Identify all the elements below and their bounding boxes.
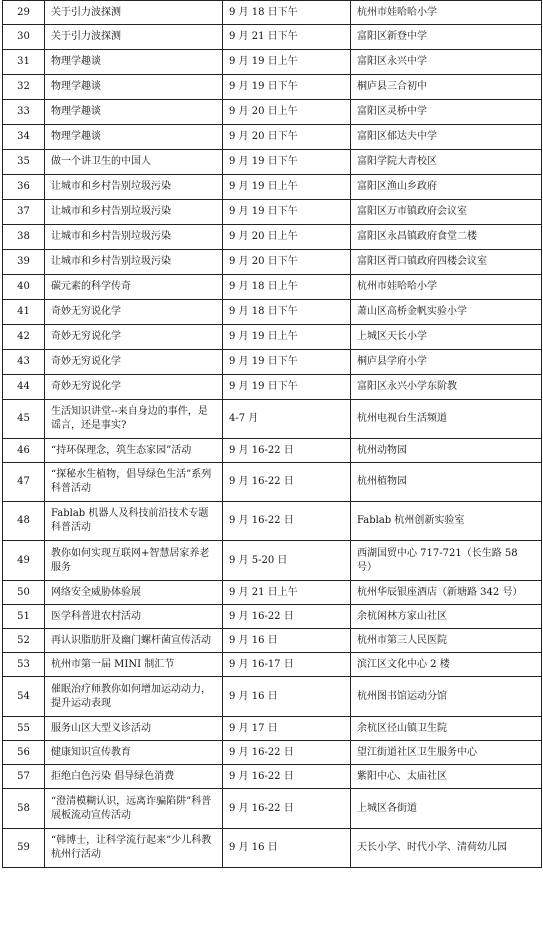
- activity-place: 杭州电视台生活频道: [351, 400, 542, 439]
- activity-name: 奇妙无穷说化学: [45, 350, 223, 375]
- activity-place: 萧山区高桥金帆实验小学: [351, 300, 542, 325]
- activity-name: 关于引力波探测: [45, 1, 223, 25]
- activity-place: 富阳区新登中学: [351, 25, 542, 50]
- activity-place: 杭州植物园: [351, 463, 542, 502]
- activity-time: 9 月 18 日下午: [223, 300, 351, 325]
- activity-place: 望江街道社区卫生服务中心: [351, 741, 542, 765]
- activity-schedule-table: [2, 0, 542, 868]
- activity-name: 催眠治疗师教你如何增加运动动力，提升运动表现: [45, 677, 223, 717]
- activity-time: 9 月 16 日: [223, 829, 351, 868]
- activity-time: 9 月 19 日上午: [223, 325, 351, 350]
- activity-time: 9 月 19 日下午: [223, 150, 351, 175]
- activity-time: 9 月 18 日下午: [223, 1, 351, 25]
- row-number: 40: [3, 275, 45, 300]
- table-row: [3, 325, 542, 350]
- row-number: 30: [3, 25, 45, 50]
- activity-place: 桐庐县学府小学: [351, 350, 542, 375]
- activity-time: 9 月 20 日上午: [223, 225, 351, 250]
- activity-time: 9 月 20 日上午: [223, 100, 351, 125]
- table-row: [3, 541, 542, 581]
- row-number: 45: [3, 400, 45, 439]
- row-number: 37: [3, 200, 45, 225]
- activity-time: 9 月 16 日: [223, 629, 351, 653]
- activity-time: 9 月 21 日上午: [223, 581, 351, 605]
- table-row: [3, 375, 542, 400]
- activity-name: Fablab 机器人及科技前沿技术专题科普活动: [45, 502, 223, 541]
- activity-time: 9 月 16-22 日: [223, 502, 351, 541]
- activity-place: 余杭闲林方家山社区: [351, 605, 542, 629]
- table-row: [3, 765, 542, 789]
- activity-place: 富阳区万市镇政府会议室: [351, 200, 542, 225]
- table-row: [3, 502, 542, 541]
- activity-name: 再认识脂肪肝及幽门螺杆菌宣传活动: [45, 629, 223, 653]
- activity-time: 9 月 16-22 日: [223, 605, 351, 629]
- activity-place: 紫阳中心、太庙社区: [351, 765, 542, 789]
- activity-time: 9 月 21 日下午: [223, 25, 351, 50]
- row-number: 29: [3, 1, 45, 25]
- activity-name: 拒绝白色污染 倡导绿色消费: [45, 765, 223, 789]
- table-row: [3, 1, 542, 25]
- table-row: [3, 200, 542, 225]
- activity-name: 健康知识宣传教育: [45, 741, 223, 765]
- table-row: [3, 439, 542, 463]
- row-number: 43: [3, 350, 45, 375]
- table-row: [3, 605, 542, 629]
- activity-place: 富阳区渔山乡政府: [351, 175, 542, 200]
- activity-place: 桐庐县三合初中: [351, 75, 542, 100]
- activity-time: 9 月 19 日上午: [223, 50, 351, 75]
- row-number: 42: [3, 325, 45, 350]
- table-row: [3, 717, 542, 741]
- activity-time: 9 月 19 日上午: [223, 175, 351, 200]
- table-row: [3, 400, 542, 439]
- activity-time: 9 月 16-22 日: [223, 789, 351, 829]
- activity-time: 9 月 16 日: [223, 677, 351, 717]
- activity-name: 杭州市第一届 MINI 制汇节: [45, 653, 223, 677]
- activity-place: 余杭区径山镇卫生院: [351, 717, 542, 741]
- row-number: 58: [3, 789, 45, 829]
- activity-place: 富阳区永兴小学东阶教: [351, 375, 542, 400]
- activity-time: 4-7 月: [223, 400, 351, 439]
- activity-place: 上城区天长小学: [351, 325, 542, 350]
- row-number: 57: [3, 765, 45, 789]
- table-row: [3, 25, 542, 50]
- activity-place: 杭州市娃哈哈小学: [351, 275, 542, 300]
- table-row: [3, 741, 542, 765]
- activity-place: 富阳区永昌镇政府食堂二楼: [351, 225, 542, 250]
- activity-name: 关于引力波探测: [45, 25, 223, 50]
- activity-name: 网络安全威胁体验展: [45, 581, 223, 605]
- activity-name: 让城市和乡村告别垃圾污染: [45, 175, 223, 200]
- row-number: 44: [3, 375, 45, 400]
- activity-time: 9 月 16-22 日: [223, 439, 351, 463]
- table-row: [3, 829, 542, 868]
- table-row: [3, 463, 542, 502]
- table-row: [3, 150, 542, 175]
- activity-place: 富阳区灵桥中学: [351, 100, 542, 125]
- activity-place: 富阳区郁达夫中学: [351, 125, 542, 150]
- table-row: [3, 629, 542, 653]
- activity-name: 服务山区大型义诊活动: [45, 717, 223, 741]
- activity-name: 生活知识讲堂--来自身边的事件，是谣言，还是事实?: [45, 400, 223, 439]
- table-row: [3, 225, 542, 250]
- activity-place: 天长小学、时代小学、清荷幼儿园: [351, 829, 542, 868]
- activity-time: 9 月 16-22 日: [223, 765, 351, 789]
- activity-place: 杭州华辰银座酒店（新塘路 342 号）: [351, 581, 542, 605]
- activity-name: “持环保理念，筑生态家园”活动: [45, 439, 223, 463]
- row-number: 41: [3, 300, 45, 325]
- activity-place: 杭州市第三人民医院: [351, 629, 542, 653]
- row-number: 52: [3, 629, 45, 653]
- row-number: 55: [3, 717, 45, 741]
- activity-time: 9 月 16-22 日: [223, 463, 351, 502]
- table-row: [3, 300, 542, 325]
- table-row: [3, 275, 542, 300]
- activity-time: 9 月 5-20 日: [223, 541, 351, 581]
- activity-time: 9 月 19 日下午: [223, 75, 351, 100]
- activity-time: 9 月 16-22 日: [223, 741, 351, 765]
- activity-place: 杭州图书馆运动分馆: [351, 677, 542, 717]
- row-number: 49: [3, 541, 45, 581]
- table-row: [3, 75, 542, 100]
- row-number: 39: [3, 250, 45, 275]
- activity-name: 物理学趣谈: [45, 75, 223, 100]
- activity-place: 杭州市娃哈哈小学: [351, 1, 542, 25]
- activity-place: 西湖国贸中心 717-721（长生路 58 号）: [351, 541, 542, 581]
- activity-place: 滨江区文化中心 2 楼: [351, 653, 542, 677]
- row-number: 38: [3, 225, 45, 250]
- activity-place: 上城区各街道: [351, 789, 542, 829]
- activity-name: “探秘水生植物，倡导绿色生活”系列科普活动: [45, 463, 223, 502]
- activity-place: 富阳区永兴中学: [351, 50, 542, 75]
- activity-time: 9 月 17 日: [223, 717, 351, 741]
- table-row: [3, 125, 542, 150]
- activity-name: 奇妙无穷说化学: [45, 300, 223, 325]
- table-row: [3, 175, 542, 200]
- activity-time: 9 月 16-17 日: [223, 653, 351, 677]
- row-number: 36: [3, 175, 45, 200]
- activity-place: 富阳学院大青校区: [351, 150, 542, 175]
- activity-place: 杭州动物园: [351, 439, 542, 463]
- table-row: [3, 677, 542, 717]
- activity-time: 9 月 19 日下午: [223, 375, 351, 400]
- activity-time: 9 月 19 日下午: [223, 200, 351, 225]
- row-number: 59: [3, 829, 45, 868]
- row-number: 35: [3, 150, 45, 175]
- activity-time: 9 月 20 日下午: [223, 125, 351, 150]
- activity-name: “韩博士，让科学流行起来”少儿科教杭州行活动: [45, 829, 223, 868]
- activity-time: 9 月 20 日下午: [223, 250, 351, 275]
- activity-name: 奇妙无穷说化学: [45, 325, 223, 350]
- activity-name: 物理学趣谈: [45, 50, 223, 75]
- activity-place: 富阳区胥口镇政府四楼会议室: [351, 250, 542, 275]
- table-row: [3, 789, 542, 829]
- activity-name: 物理学趣谈: [45, 100, 223, 125]
- table-body: [3, 1, 542, 868]
- row-number: 31: [3, 50, 45, 75]
- activity-name: 奇妙无穷说化学: [45, 375, 223, 400]
- activity-name: 物理学趣谈: [45, 125, 223, 150]
- activity-name: 做一个讲卫生的中国人: [45, 150, 223, 175]
- activity-name: 教你如何实现互联网+智慧居家养老服务: [45, 541, 223, 581]
- table-row: [3, 350, 542, 375]
- row-number: 51: [3, 605, 45, 629]
- table-row: [3, 100, 542, 125]
- row-number: 48: [3, 502, 45, 541]
- activity-name: 碳元素的科学传奇: [45, 275, 223, 300]
- table-row: [3, 250, 542, 275]
- activity-name: 让城市和乡村告别垃圾污染: [45, 225, 223, 250]
- activity-place: Fablab 杭州创新实验室: [351, 502, 542, 541]
- row-number: 53: [3, 653, 45, 677]
- row-number: 46: [3, 439, 45, 463]
- activity-time: 9 月 19 日下午: [223, 350, 351, 375]
- table-row: [3, 50, 542, 75]
- activity-name: 医学科普进农村活动: [45, 605, 223, 629]
- row-number: 34: [3, 125, 45, 150]
- activity-time: 9 月 18 日上午: [223, 275, 351, 300]
- row-number: 33: [3, 100, 45, 125]
- row-number: 32: [3, 75, 45, 100]
- activity-name: 让城市和乡村告别垃圾污染: [45, 250, 223, 275]
- table-row: [3, 581, 542, 605]
- row-number: 54: [3, 677, 45, 717]
- row-number: 56: [3, 741, 45, 765]
- table-row: [3, 653, 542, 677]
- row-number: 47: [3, 463, 45, 502]
- activity-name: 让城市和乡村告别垃圾污染: [45, 200, 223, 225]
- activity-name: “澄清模糊认识，远离诈骗陷阱”科普展板流动宣传活动: [45, 789, 223, 829]
- row-number: 50: [3, 581, 45, 605]
